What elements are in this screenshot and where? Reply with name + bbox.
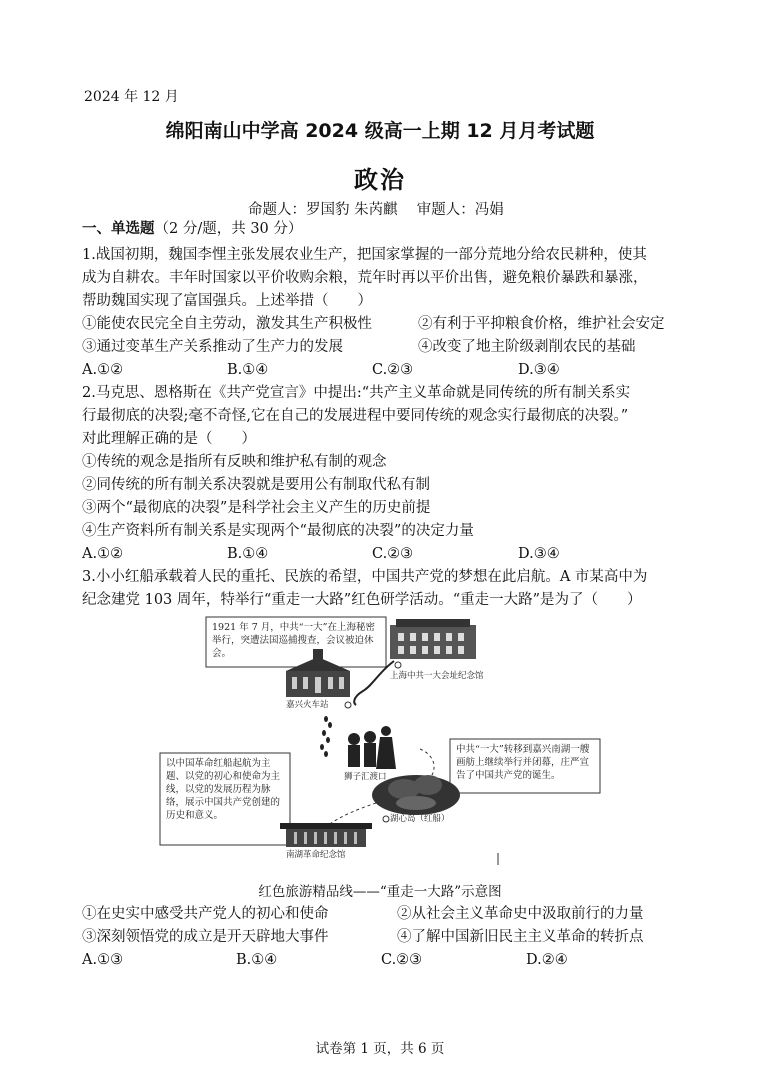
label-shanghai-memorial: 上海中共一大会址纪念馆 (390, 671, 484, 681)
q2-option-d: D.③④ (518, 546, 560, 562)
q2-stem-line-3: 对此理解正确的是（ ） (82, 431, 256, 447)
q3-statement-1: ①在史实中感受共产党人的初心和使命 (82, 906, 329, 922)
section-heading (82, 219, 302, 239)
q1-option-d: D.③④ (518, 362, 560, 378)
q2-option-b: B.①④ (227, 546, 269, 562)
q2-statement-2: ②同传统的所有制关系决裂就是要用公有制取代私有制 (82, 477, 430, 493)
exam-authors: 命题人：罗国豹 朱芮麒 审题人：冯娟 (248, 202, 504, 218)
q2-stem-line-1: 2.马克思、恩格斯在《共产党宣言》中提出:“共产主义革命就是同传统的所有制关系实 (82, 385, 631, 401)
exam-date: 2024 年 12 月 (84, 89, 179, 105)
label-huxin-island: 湖心岛（红船） (390, 814, 450, 824)
q3-option-b: B.①④ (236, 952, 278, 968)
diagram-box-nanhu: 中共“一大”转移到嘉兴南湖一艘画舫上继续举行并闭幕，庄严宣告了中国共产党的诞生。 (456, 744, 590, 781)
label-nanhu-memorial: 南湖革命纪念馆 (286, 850, 346, 860)
q1-option-b: B.①④ (227, 362, 269, 378)
exam-title: 绵阳南山中学高 2024 级高一上期 12 月月考试题 (165, 120, 595, 142)
q1-stem-line-1: 1.战国初期，魏国李悝主张发展农业生产，把国家掌握的一部分荒地分给农民耕种，使其 (82, 247, 647, 263)
q2-statement-3: ③两个“最彻底的决裂”是科学社会主义产生的历史前提 (82, 500, 431, 516)
section-note: （2 分/题，共 30 分） (154, 221, 303, 237)
q2-option-c: C.②③ (372, 546, 414, 562)
q2-option-a: A.①② (82, 546, 124, 562)
nanhu-memorial-illustration (280, 823, 372, 847)
q1-statement-3: ③通过变革生产关系推动了生产力的发展 (82, 339, 343, 355)
q2-statement-4: ④生产资料所有制关系是实现两个“最彻底的决裂”的决定力量 (82, 523, 474, 539)
q1-option-a: A.①② (82, 362, 124, 378)
q1-statement-1: ①能使农民完全自主劳动，激发其生产积极性 (82, 316, 372, 332)
q3-option-a: A.①③ (82, 952, 124, 968)
label-jiaxing-station: 嘉兴火车站 (286, 700, 329, 710)
q3-statement-4: ④了解中国新旧民主主义革命的转折点 (397, 929, 644, 945)
section-title: 一、单选题 (82, 220, 155, 237)
diagram-box-shanghai: 1921 年 7 月，中共“一大”在上海秘密举行，突遭法国巡捕搜查，会议被迫休会。 (212, 622, 375, 659)
q1-stem-line-2: 成为自耕农。丰年时国家以平价收购余粮，荒年时再以平价出售，避免粮价暴跌和暴涨， (82, 270, 648, 286)
q1-option-c: C.②③ (372, 362, 414, 378)
q3-statement-2: ②从社会主义革命史中汲取前行的力量 (397, 906, 644, 922)
label-shizi-ferry: 狮子汇渡口 (344, 772, 387, 782)
shanghai-memorial-illustration (390, 619, 476, 659)
q3-option-d: D.②④ (526, 952, 568, 968)
diagram-box-memorial: 以中国革命红船起航为主题、以党的初心和使命为主线，以党的发展历程为脉络，展示中国共产党创建的历史和意义。 (166, 758, 281, 821)
q3-option-c: C.②③ (381, 952, 423, 968)
q1-statement-2: ②有利于平抑粮食价格，维护社会安定 (418, 316, 665, 332)
q2-stem-line-2: 行最彻底的决裂;毫不奇怪,它在自己的发展进程中要同传统的观念实行最彻底的决裂。” (82, 408, 629, 424)
diagram-caption: 红色旅游精品线——“重走一大路”示意图 (258, 884, 502, 900)
page-footer: 试卷第 1 页，共 6 页 (315, 1041, 445, 1057)
q3-stem-line-1: 3.小小红船承载着人民的重托、民族的希望，中国共产党的梦想在此启航。A 市某高中为 (82, 569, 648, 585)
q2-statement-1: ①传统的观念是指所有反映和维护私有制的观念 (82, 454, 387, 470)
route-diagram (158, 613, 608, 868)
q3-statement-3: ③深刻领悟党的成立是开天辟地大事件 (82, 929, 329, 945)
exam-subject: 政治 (354, 166, 406, 194)
q1-stem-line-3: 帮助魏国实现了富国强兵。上述举措（ ） (82, 293, 372, 309)
shizi-ferry-illustration (348, 726, 396, 769)
q3-stem-line-2: 纪念建党 103 周年，特举行“重走一大路”红色研学活动。“重走一大路”是为了（ ） (82, 592, 642, 608)
q1-statement-4: ④改变了地主阶级剥削农民的基础 (418, 339, 636, 355)
